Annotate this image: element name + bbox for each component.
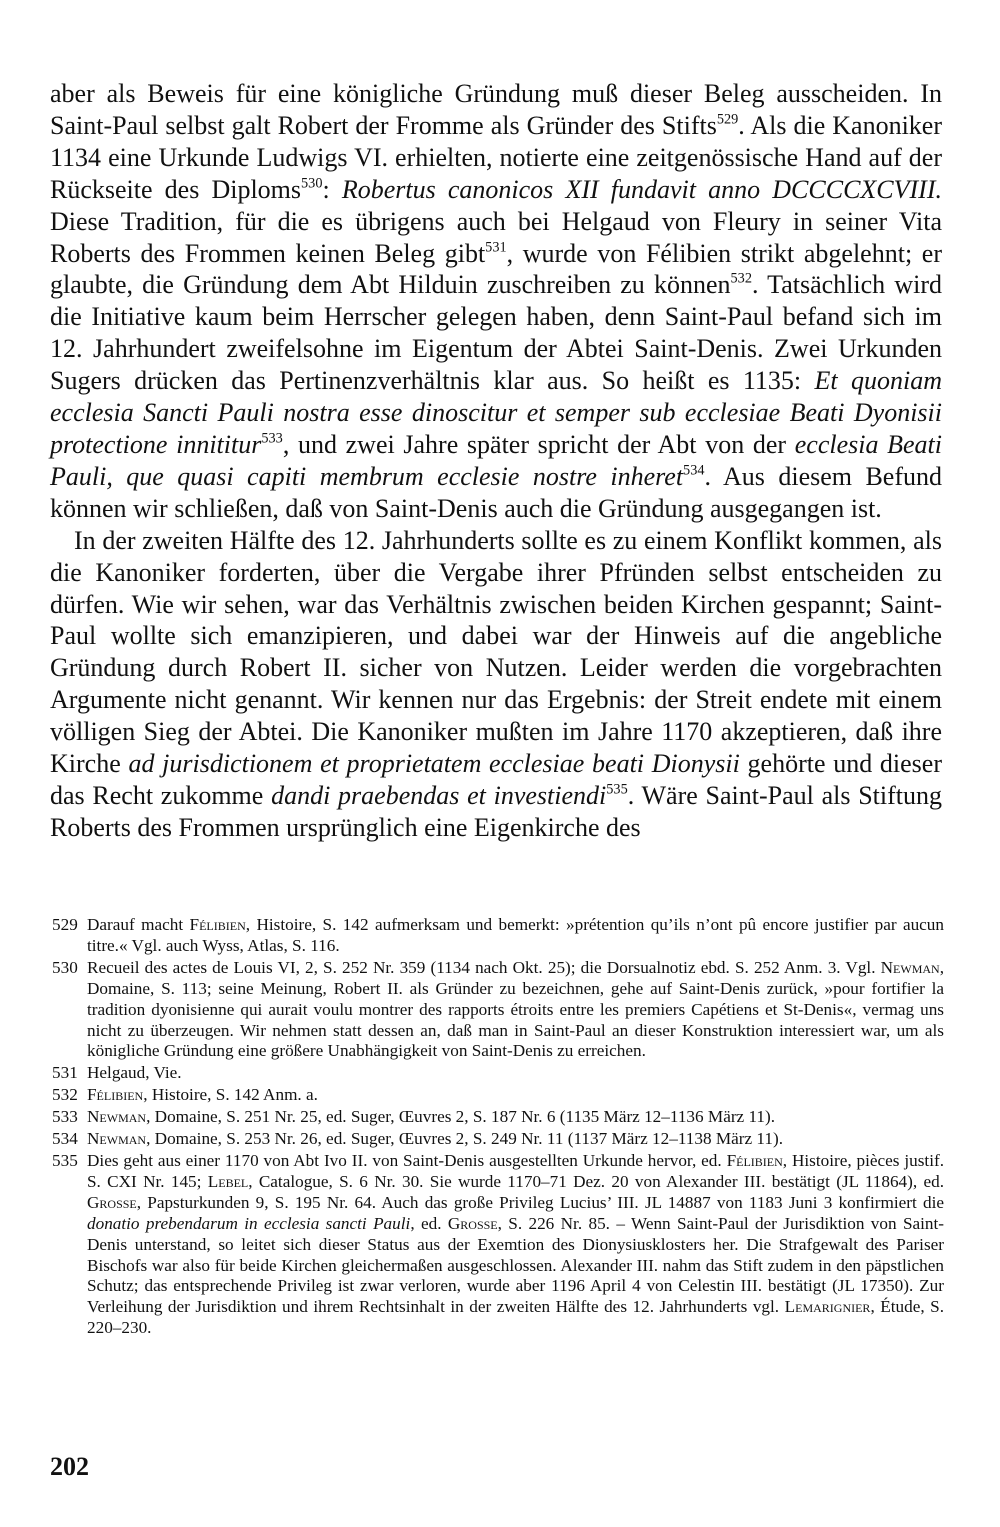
footnote-text — [87, 958, 944, 1063]
text-run: aber als Beweis für eine königliche Gründung muß dieser Beleg ausscheiden. In Saint-Paul selbst galt Robert der Fromme als Gründer des Stifts — [50, 79, 942, 140]
paragraph-2 — [50, 525, 942, 844]
footnote-529 — [52, 915, 944, 957]
footnote-number: 533 — [52, 1107, 78, 1127]
paragraph-1 — [50, 78, 942, 525]
footnote-ref-532[interactable]: 532 — [730, 270, 752, 287]
text-run: : — [322, 174, 342, 204]
author-name: Newman — [880, 957, 940, 977]
author-name: Grosse — [447, 1213, 498, 1233]
footnote-ref-531[interactable]: 531 — [485, 238, 507, 255]
text-run: . Aus diesem Befund können wir schließen, daß von Saint-Denis auch die Gründung ausgegangen ist. — [50, 461, 942, 523]
latin-quote: dandi praebendas et investiendi — [271, 780, 607, 810]
text-run: , Histoire, S. 142 aufmerksam und bemerkt: »prétention qu’ils n’ont pû encore justifier par aucun titre.« Vgl. auch Wyss, Atlas, S. 116. — [87, 915, 944, 955]
footnote-text — [87, 1151, 944, 1339]
page-number: 202 — [50, 1452, 89, 1481]
author-name: Grosse — [87, 1192, 137, 1212]
author-name: Newman — [87, 1129, 147, 1149]
author-name: Lemarignier — [784, 1297, 871, 1317]
text-run: . Als die Kanoniker 1134 eine Urkunde Ludwigs VI. erhielten, notierte eine zeitgenössische Hand auf der Rückseite des Diploms — [50, 110, 943, 204]
text-run: In der zweiten Hälfte des 12. Jahrhunderts sollte es zu einem Konflikt kommen, als die Kanoniker forderten, über die Vergabe ihrer Pfründen selbst entscheiden zu dürfen. Wie wir sehen, war das Verhältnis zwischen beiden Kirchen gespannt; Saint-Paul wollte sich emanzipieren, und dabei war der Hinweis auf die angebliche Gründung durch Robert II. sicher von Nutzen. Leider werden die vorgebrachten Argumente nicht genannt. Wir kennen nur das Ergebnis: der Streit endete mit einem völligen Sieg der Abtei. Die Kanoniker mußten im Jahre 1170 akzeptieren, daß ihre Kirche — [50, 525, 942, 779]
text-run: , Papsturkunden 9, S. 195 Nr. 64. Auch das große Privileg Lucius’ III. JL 14887 von 1183 Juni 3 konfirmiert die — [136, 1192, 944, 1212]
text-run: , ed. — [410, 1213, 448, 1233]
text-run: , Histoire, S. 142 Anm. a. — [143, 1085, 318, 1105]
footnote-532 — [52, 1085, 944, 1106]
text-run: , Histoire, pièces justif. S. CXI Nr. 145; — [87, 1150, 944, 1191]
footnote-ref-534[interactable]: 534 — [683, 462, 705, 479]
footnote-number: 534 — [52, 1129, 78, 1149]
latin-quote: ad jurisdictionem et proprietatem ecclesiae beati Dionysii — [128, 749, 740, 779]
text-run: . Wäre Saint-Paul als Stiftung Roberts des Frommen ursprünglich eine Eigenkirche des — [50, 780, 943, 842]
footnote-ref-535[interactable]: 535 — [606, 781, 628, 798]
author-name: Lebel — [207, 1171, 249, 1191]
author-name: Félibien — [189, 915, 246, 934]
footnote-text — [87, 1107, 944, 1128]
footnote-533 — [52, 1107, 944, 1128]
latin-quote: Et quoniam ecclesia Sancti Pauli nostra esse dinoscitur et semper sub ecclesiae Beati Dyonisii protectione innititur — [50, 366, 942, 459]
footnote-ref-530[interactable]: 530 — [301, 175, 323, 191]
footnote-ref-533[interactable]: 533 — [261, 430, 283, 447]
main-text — [50, 78, 942, 844]
latin-quote: ecclesia Beati Pauli, que quasi capiti membrum ecclesie nostre inheret — [50, 429, 942, 491]
footnote-number: 531 — [52, 1063, 78, 1083]
text-run: Darauf macht — [87, 915, 190, 934]
footnote-534 — [52, 1129, 944, 1150]
text-run: , Domaine, S. 253 Nr. 26, ed. Suger, Œuvres 2, S. 249 Nr. 11 (1137 März 12–1138 März 11). — [146, 1129, 783, 1149]
footnote-number: 530 — [52, 957, 78, 977]
text-run: . Tatsächlich wird die Initiative kaum beim Herrscher gelegen haben, denn Saint-Paul befand sich im 12. Jahrhundert zweifelsohne im Eigentum der Abtei Saint-Denis. Zwei Urkunden Sugers drücken das Pertinenzverhältnis klar aus. So heißt es 1135: — [50, 270, 942, 396]
text-run: Dies geht aus einer 1170 von Abt Ivo II. von Saint-Denis ausgestellten Urkunde hervor, ed. — [87, 1150, 727, 1170]
footnotes — [52, 915, 944, 1340]
text-run: , S. 226 Nr. 85. – Wenn Saint-Paul der Jurisdiktion von Saint-Denis unterstand, so leitet sich dieser Status aus der Exemtion des Dionysiusklosters her. Die Strafgewalt des Pariser Bischofs war also für beide Kirchen gleichermaßen ausgeschlossen. Alexander III. nahm das Stift zudem in den päpstlichen Schutz; das entsprechende Privileg ist zwar verloren, wurde aber 1196 April 4 von Celestin III. bestätigt (JL 17350). Zur Verleihung der Jurisdiktion und ihrem Rechtsinhalt in der zweiten Hälfte des 12. Jahrhunderts vgl. — [87, 1213, 944, 1317]
footnote-text — [87, 1063, 944, 1084]
author-name: Newman — [87, 1107, 147, 1127]
author-name: Félibien — [87, 1085, 144, 1105]
footnote-number: 532 — [52, 1085, 78, 1105]
text-run: gehörte und dieser das Recht zukomme — [50, 749, 942, 810]
footnote-531 — [52, 1063, 944, 1084]
text-run: , Catalogue, S. 6 Nr. 30. Sie wurde 1170–71 Dez. 20 von Alexander III. bestätigt (JL 11864), ed. — [248, 1171, 944, 1191]
footnote-text — [87, 915, 944, 957]
footnote-text — [87, 1129, 944, 1150]
footnote-number: 529 — [52, 915, 78, 934]
author-name: Félibien — [726, 1150, 783, 1170]
footnote-530 — [52, 958, 944, 1063]
footnote-text — [87, 1085, 944, 1106]
footnote-535 — [52, 1151, 944, 1339]
text-run: Helgaud, Vie. — [87, 1063, 182, 1083]
text-run: , Domaine, S. 113; seine Meinung, Robert II. als Gründer zu bezeichnen, gehe auf Saint-Denis zurück, »pour fortifier la tradition dyonisienne qui aurait voulu montrer des rapports étroits entre les premiers Capétiens et St-Denis«, vermag uns nicht zu überzeugen. Wir nehmen statt dessen an, daß man in Saint-Paul an dieser Konstruktion interessiert war, um als königliche Gründung eine größere Unabhängigkeit von Saint-Denis zu erreichen. — [87, 957, 944, 1061]
text-run: , Étude, S. 220–230. — [87, 1297, 944, 1338]
text-run: , wurde von Félibien strikt abgelehnt; er glaubte, die Gründung dem Abt Hilduin zuschreiben zu können — [50, 238, 942, 300]
latin-quote: Robertus canonicos XII fundavit anno DCCCCXCVIII. — [341, 174, 942, 204]
latin-quote: donatio prebendarum in ecclesia sancti Pauli — [87, 1213, 411, 1233]
text-run: , Domaine, S. 251 Nr. 25, ed. Suger, Œuvres 2, S. 187 Nr. 6 (1135 März 12–1136 März 11). — [146, 1107, 776, 1127]
footnote-number: 535 — [52, 1150, 78, 1170]
footnote-ref-529[interactable]: 529 — [716, 111, 739, 128]
text-run: Recueil des actes de Louis VI, 2, S. 252 Nr. 359 (1134 nach Okt. 25); die Dorsualnotiz ebd. S. 252 Anm. 3. Vgl. — [87, 957, 881, 977]
text-run: , und zwei Jahre später spricht der Abt von der — [282, 429, 795, 459]
text-run: Diese Tradition, für die es übrigens auch bei Helgaud von Fleury in seiner Vita Roberts des Frommen keinen Beleg gibt — [50, 206, 942, 268]
